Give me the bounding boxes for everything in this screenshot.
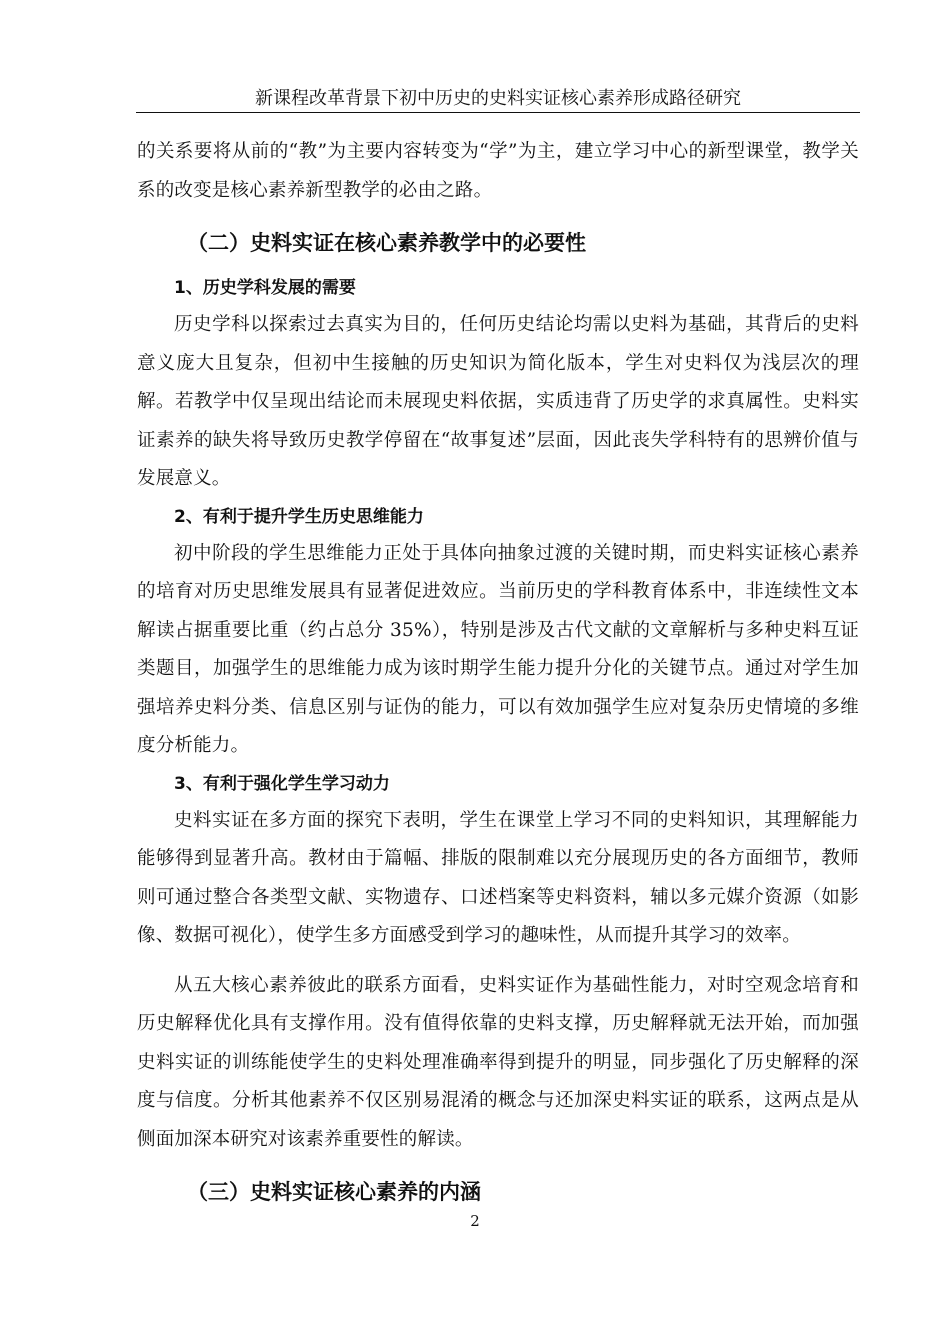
subsection-heading-3: 3、有利于强化学生学习动力 — [174, 773, 390, 794]
paragraph-core-literacy-relations: 从五大核心素养彼此的联系方面看，史料实证作为基础性能力，对时空观念培育和历史解释优化具有支撑作用。没有值得依靠的史料支撑，历史解释就无法开始，而加强史料实证的训练能使学生的史料处理准确率得到提升的明显，同步强化了历史解释的深度与信度。分析其他素养不仅区别易混淆的概念与还加深史料实证的联系，这两点是从侧面加深本研究对该素养重要性的解读。 — [137, 974, 859, 1150]
paragraph-learning-motivation: 史料实证在多方面的探究下表明，学生在课堂上学习不同的史料知识，其理解能力能够得到显著升高。教材由于篇幅、排版的限制难以充分展现历史的各方面细节，教师则可通过整合各类型文献、实物遗存、口述档案等史料资料，辅以多元媒介资源（如影像、数据可视化），使学生多方面感受到学习的趣味性，从而提升其学习的效率。 — [137, 809, 859, 946]
subsection-heading-2: 2、有利于提升学生历史思维能力 — [174, 506, 424, 527]
running-header: 新课程改革背景下初中历史的史料实证核心素养形成路径研究 — [136, 86, 860, 113]
section-heading-2: （二）史料实证在核心素养教学中的必要性 — [187, 231, 586, 255]
intro-paragraph: 的关系要将从前的“教”为主要内容转变为“学”为主，建立学习中心的新型课堂，教学关系的改变是核心素养新型教学的必由之路。 — [137, 141, 859, 201]
page-content — [137, 133, 859, 1219]
section-heading-3: （三）史料实证核心素养的内涵 — [187, 1180, 481, 1204]
page-number: 2 — [470, 1212, 480, 1230]
paragraph-subject-development: 历史学科以探索过去真实为目的，任何历史结论均需以史料为基础，其背后的史料意义庞大且复杂，但初中生接触的历史知识为简化版本，学生对史料仅为浅层次的理解。若教学中仅呈现出结论而未展现史料依据，实质违背了历史学的求真属性。史料实证素养的缺失将导致历史教学停留在“故事复述”层面，因此丧失学科特有的思辨价值与发展意义。 — [137, 314, 859, 489]
subsection-heading-1: 1、历史学科发展的需要 — [174, 278, 356, 298]
paragraph-historical-thinking: 初中阶段的学生思维能力正处于具体向抽象过渡的关键时期，而史料实证核心素养的培育对历史思维发展具有显著促进效应。当前历史的学科教育体系中，非连续性文本解读占据重要比重（约占总分 35%），特别是涉及古代文献的文章解析与多种史料互证类题目，加强学生的思维能力成为该时期学生能力提升分化的关键节点。通过对学生加强培养史料分类、信息区别与证伪的能力，可以有效加强学生应对复杂历史情境的多维度分析能力。 — [137, 542, 859, 756]
